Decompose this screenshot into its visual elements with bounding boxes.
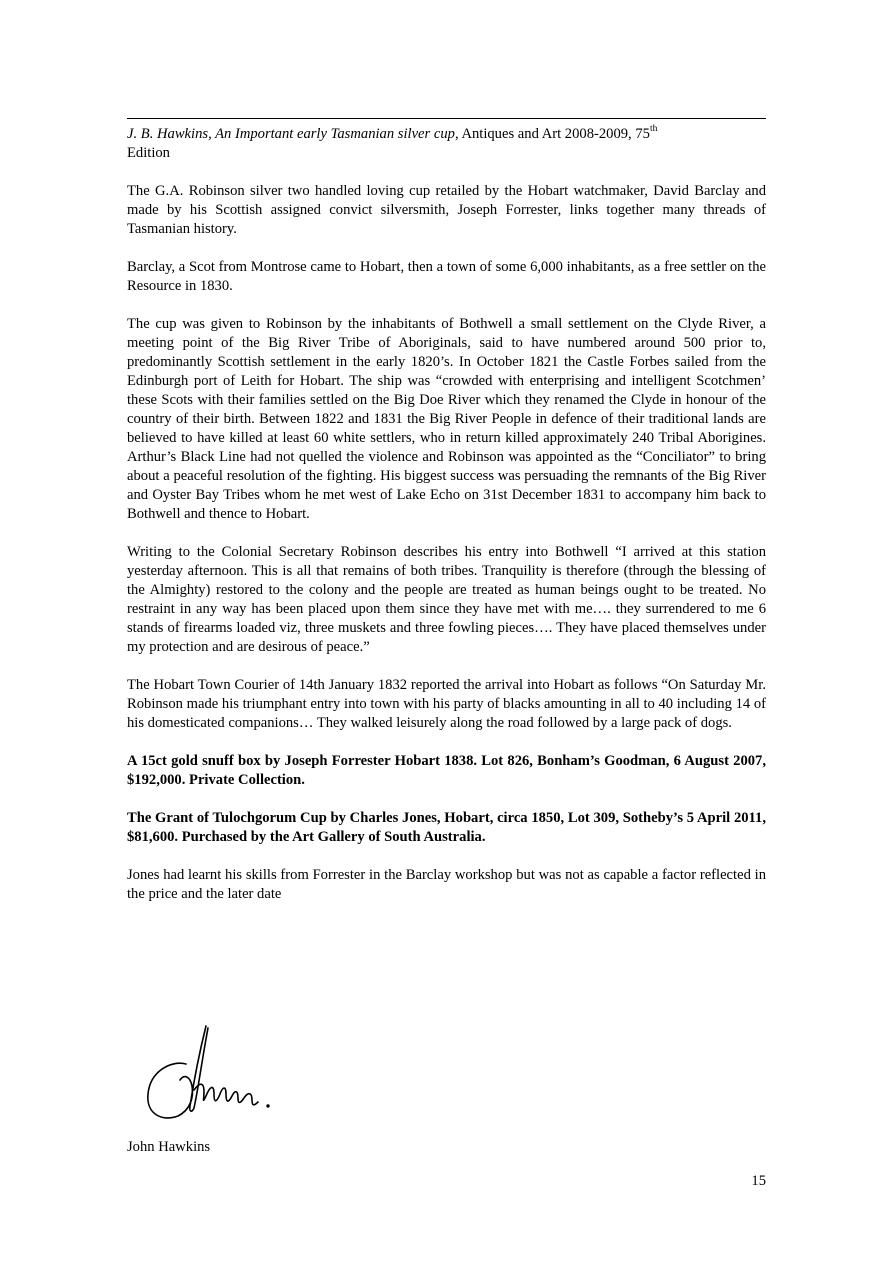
- paragraph-cup-history: The cup was given to Robinson by the inhabitants of Bothwell a small settlement on the Clyde River, a meeting point of the Big River Tribe of Aboriginals, said to have numbered around 500 prior to, predominantly Scottish settlement in the early 1820’s. In October 1821 the Castle Forbes sailed from the Edinburgh port of Leith for Hobart. The ship was “crowded with enterprising and intelligent Scotchmen’ these Scots with their families settled on the Big Doe River which they renamed the Clyde in honour of the country of their birth. Between 1822 and 1831 the Big River People in defence of their traditional lands are believed to have killed at least 60 white settlers, who in return killed approximately 240 Tribal Aborigines. Arthur’s Black Line had not quelled the violence and Robinson was appointed as the “Conciliator” to bring about a peaceful resolution of the fighting. His biggest success was persuading the remnants of the Big River and Oyster Bay Tribes whom he met west of Lake Echo on 31st December 1831 to accompany him back to Bothwell and thence to Hobart.: [127, 316, 766, 522]
- paragraph-colonial-letter: Writing to the Colonial Secretary Robinson describes his entry into Bothwell “I arrived at this station yesterday afternoon. This is all that remains of both tribes. Tranquility is therefore (through the blessing of the Almighty) restored to the colony and the people are treated as human beings ought to be treated. No restraint in any way has been placed upon them since they have met with me…. they surrendered to me 6 stands of firearms loaded viz, three muskets and three fowling pieces…. They have placed themselves under my protection and are desirous of peace.”: [127, 544, 766, 655]
- citation-superscript: th: [649, 124, 658, 135]
- paragraph-intro: The G.A. Robinson silver two handled loving cup retailed by the Hobart watchmaker, David Barclay and made by his Scottish assigned convict silversmith, Joseph Forrester, links together many threads of Tasmanian history.: [127, 183, 766, 237]
- footnote-rule: [127, 118, 766, 119]
- citation-source: , Antiques and Art 2008-2009, 75: [454, 126, 650, 142]
- page-number: 15: [751, 1173, 766, 1189]
- citation-edition: Edition: [127, 145, 170, 161]
- caption-tulochgorum-cup: The Grant of Tulochgorum Cup by Charles Jones, Hobart, circa 1850, Lot 309, Sotheby’s 5 April 2011, $81,600. Purchased by the Art Gallery of South Australia.: [127, 810, 766, 845]
- handwritten-signature: [140, 1020, 280, 1130]
- paragraph-barclay: Barclay, a Scot from Montrose came to Hobart, then a town of some 6,000 inhabitants, as a free settler on the Resource in 1830.: [127, 259, 766, 294]
- citation-title: J. B. Hawkins, An Important early Tasmanian silver cup: [127, 126, 455, 142]
- signer-name: John Hawkins: [127, 1139, 211, 1155]
- paragraph-closing: Jones had learnt his skills from Forrester in the Barclay workshop but was not as capable a factor reflected in the price and the later date: [127, 867, 766, 902]
- document-body: [127, 125, 766, 923]
- citation: [127, 125, 766, 163]
- caption-snuff-box: A 15ct gold snuff box by Joseph Forrester Hobart 1838. Lot 826, Bonham’s Goodman, 6 August 2007, $192,000. Private Collection.: [127, 753, 766, 788]
- paragraph-courier-report: The Hobart Town Courier of 14th January 1832 reported the arrival into Hobart as follows “On Saturday Mr. Robinson made his triumphant entry into town with his party of blacks amounting in all to 40 including 14 of his domesticated companions… They walked leisurely along the road followed by a large pack of dogs.: [127, 677, 766, 731]
